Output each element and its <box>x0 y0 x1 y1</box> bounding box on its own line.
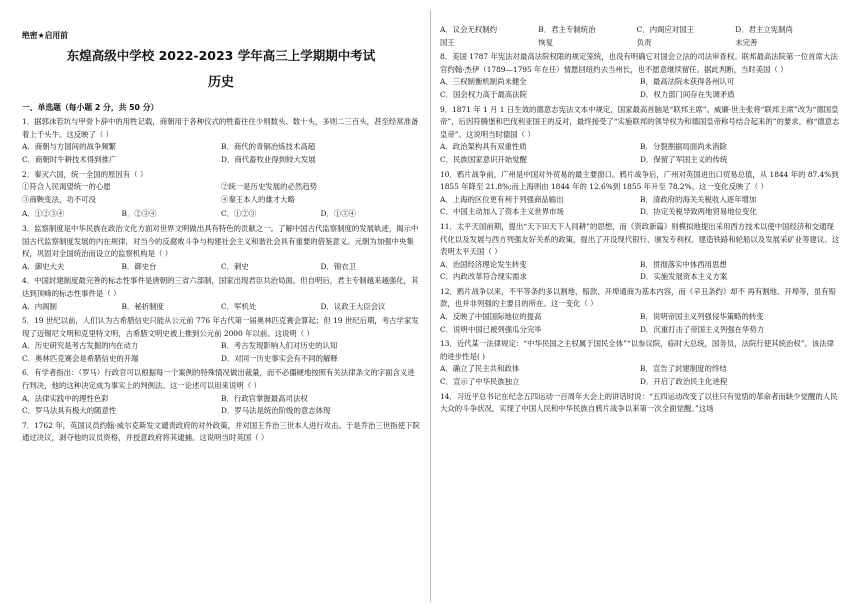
option-list <box>440 363 840 388</box>
question-block <box>440 104 840 167</box>
section-heading: 一、单选题（每小题 2 分，共 50 分） <box>22 102 159 112</box>
question-stem: 7．1762 年，英国议员约翰·威尔克斯发文谴责政府的对外政策，并对国王乔治三世本人进行攻击。于是乔治三世指使下院通过决议，剥夺他的议员资格，并授意政府将其逮捕。这说明当时英国（ ） <box>22 420 420 443</box>
answer-option: C．罗马法具有极大的随意性 <box>22 406 117 416</box>
answer-option: C．奥林匹克赛会是希腊信史的开端 <box>22 353 139 363</box>
answer-option: ③商鞅变法，功不可没 <box>22 194 96 204</box>
option-list <box>440 259 840 284</box>
answer-option: C．刺史 <box>221 261 249 271</box>
answer-option: D．开启了政治民主化进程 <box>640 377 728 387</box>
question-stem: 6．有学者指出：（罗马）行政官可以根据每一个案例的特殊情况做出裁量，而不必僵硬地按照有关法律条文的字面含义进行判决，他的这种决定成为事实上的判例法。这一论述可以用来说明（ ） <box>22 368 415 391</box>
question-stem: 5．19 世纪以前，人们认为古希腊信史只能从公元前 776 年古代第一届奥林匹克赛会算起；但 19 世纪后期，考古学家发现了迈锡尼文明和克里特文明，古希腊文明史被上推到公元前 2000 年以前。这说明（ ） <box>22 316 419 338</box>
question-block <box>440 24 840 49</box>
question-block <box>440 391 840 416</box>
answer-option: B．商代的青铜冶炼技术高超 <box>221 142 316 152</box>
answer-option: D．议政王大臣会议 <box>320 301 386 311</box>
exam-title: 东煌高级中学校 2022-2023 学年高三上学期期中考试 <box>66 47 376 63</box>
answer-option: D．①③④ <box>320 209 356 219</box>
left-column <box>22 30 420 447</box>
option-list <box>22 181 420 206</box>
question-block <box>22 420 420 445</box>
answer-option: A．①②③④ <box>22 209 65 219</box>
column-divider <box>430 10 431 602</box>
answer-option: ②统一是历史发展的必然趋势 <box>221 182 318 192</box>
question-block <box>440 221 840 284</box>
answer-option: D．商代畜牧业得到较大发展 <box>221 154 316 164</box>
question-stem: 14．习近平总书记在纪念五四运动一百周年大会上的讲话时说：“五四运动改变了以往只有觉悟的革命者而缺少觉醒的人民大众的斗争状况，实现了中国人民和中华民族自鸦片战争以来第一次全面觉醒。”这场 <box>440 391 838 414</box>
answer-option: D．实施发展资本主义方案 <box>640 272 728 282</box>
answer-option: ④秦王本人的雄才大略 <box>221 194 295 204</box>
question-stem: 9．1871 年 1 月 1 日生效的德意志宪法文本中规定，国家最高首脑是“联邦主席”。威廉·世主张将“联邦主席”改为“德国皇帝”，后因符腾堡和巴伐利亚国王的反对，最终接受了“实施联邦的领导权为和德国皇帝称号结合起来的”的要求，称“德意志皇帝”。这说明当时德国（ ） <box>440 104 840 139</box>
answer-option: A．法律实践中的理性色彩 <box>22 393 109 403</box>
question-block <box>22 169 420 207</box>
answer-option: B．考古发现影响人们对历史的认知 <box>221 341 338 351</box>
answer-option: A．反映了中国国际地位的提高 <box>440 312 542 322</box>
question-block <box>440 51 840 101</box>
option-list <box>22 141 420 166</box>
answer-option: C．商朝时牛耕技术得到推广 <box>22 154 117 164</box>
question-stem: 1．据郭沫若坑与甲骨卜辞中的用牲记载，商朝用于各种仪式的牲畜往往少则数头、数十头，多则二三百头，甚至经常准备着上千头牛。这反映了（ ） <box>22 117 419 139</box>
answer-option: C．内政改革符合现实需求 <box>440 272 527 282</box>
question-stem: 3．监察制度是中华民族在政治文化方面对世界文明做出具有特色的贡献之一。了解中国古代监察制度的发展轨迹，揭示中国古代监察制度发展的内在规律，对当今的反腐败斗争与构建社会主义和谐社会具有重要的借鉴意义。元朝为加强中央集权，巩固对全国统治而设立的监察机构是（ ） <box>22 223 419 259</box>
answer-option: B．贯彻落实中体西用思想 <box>640 259 727 269</box>
answer-option: A．商朝与方国间的战争频繁 <box>22 142 117 152</box>
answer-option: B．御史台 <box>121 261 157 271</box>
question-stem: 4．中国封建制度最完善的标志性事件是唐朝的三省六部制，国家出现君臣共治局面。但自明后，君主专制越来越强化，其达到顶峰的标志性事件是（ ） <box>22 276 419 298</box>
answer-option: A．治国经济理论发生转变 <box>440 259 527 269</box>
option-list <box>440 24 840 49</box>
subject-title: 历史 <box>207 74 234 90</box>
option-list <box>22 340 420 365</box>
right-column <box>440 24 840 418</box>
option-list <box>22 301 420 314</box>
answer-option: C．中国主动加入了资本主义世界市场 <box>440 207 564 217</box>
answer-option: A．上海的区位更有利于列强商品输出 <box>440 194 564 204</box>
answer-option: B．行政官掌握最高司法权 <box>221 393 308 403</box>
question-stem: 13．近代某一法律规定：“中华民国之主权属于国民全体”“以参议院，临时大总统，国务员，法院行使其统治权”。该法律的进步性是( ) <box>440 339 835 361</box>
answer-option: D．沉重打击了帝国主义列强在华势力 <box>640 324 765 334</box>
question-stem: 2．秦灭六国，统一全国的原因有（ ） <box>22 169 148 179</box>
answer-option: D．对同一历史事实会有不同的解释 <box>221 353 338 363</box>
question-block <box>440 169 840 219</box>
question-block <box>22 223 420 273</box>
question-block <box>22 367 420 417</box>
question-stem: 11．太平天国前期，提出“天下田天下人同耕”的思想，而《资政新篇》则模拟地提出采用西方技术以使中国经济和交通现代化以及发展与西方列强友好关系的政策，提出了开设现代银行、颁发专利权、建造铁路和轮船以及发展采矿业等建议。这表明太平天国（ ） <box>440 221 840 257</box>
answer-option: A．内阁制 <box>22 301 57 311</box>
answer-option: D．保留了军国主义的传统 <box>640 154 728 164</box>
answer-option: D．君主立宪制尚未完善 <box>735 25 793 47</box>
option-list <box>440 194 840 219</box>
answer-option: D．权力部门间存在失调矛盾 <box>640 89 735 99</box>
question-stem: 10．鸦片战争前，广州是中国对外贸易的最主要窗口。鸦片战争后，广州对英国进出口贸易总值，从 1844 年的 87.4%到 1855 年降至 21.8%;而上海则由 1844 年的 12.6%到 1855 年升至 78.2%。这一变化反映了（ ） <box>440 169 839 192</box>
option-list <box>440 76 840 101</box>
answer-option: D．罗马法是统治阶级的意志体现 <box>221 406 331 416</box>
answer-option: C．宣示了中华民族独立 <box>440 377 520 387</box>
question-block <box>440 286 840 336</box>
answer-option: A．政治架构具有双重性质 <box>440 142 527 152</box>
question-block <box>22 208 420 221</box>
left-questions <box>22 116 420 445</box>
answer-option: D．锦衣卫 <box>320 261 356 271</box>
question-stem: 12．鸦片战争以来，不平等条约多以割地、赔款、开埠通商为基本内容，而《辛丑条约》却不 再有割地、开埠等，虽有赔款，也并非列强的主要目的所在。这一变化（ ） <box>440 286 837 309</box>
answer-option: A．御史大夫 <box>22 261 65 271</box>
option-list <box>440 311 840 336</box>
answer-option: B．分裂割据局面尚未消除 <box>640 142 727 152</box>
option-list <box>22 393 420 418</box>
answer-option: B．君主专制统治恢复 <box>538 25 596 47</box>
answer-option: A．三权制衡机制尚未健全 <box>440 77 527 87</box>
answer-option: B．②③④ <box>121 209 157 219</box>
question-block <box>22 275 420 313</box>
question-block <box>22 315 420 365</box>
question-block <box>22 116 420 166</box>
answer-option: B．说明帝国主义列强侵华策略的转变 <box>640 312 764 322</box>
answer-option: B．宣告了封建制度的终结 <box>640 364 727 374</box>
answer-option: C．说明中国已被列强瓜分完毕 <box>440 324 542 334</box>
answer-option: C．内阁应对国王负责 <box>636 25 695 47</box>
question-block <box>440 338 840 388</box>
answer-option: B．最高法院未获得各州认可 <box>640 77 735 87</box>
option-list <box>440 141 840 166</box>
answer-option: D．协定关税导致两地贸易地位变化 <box>640 207 757 217</box>
answer-option: C．民族国家意识开始觉醒 <box>440 154 527 164</box>
answer-option: A．历史研究是考古发掘的内在动力 <box>22 341 139 351</box>
answer-option: C．军机处 <box>221 301 257 311</box>
option-list <box>22 261 420 274</box>
answer-option: ①符合人民渴望统一的心愿 <box>22 182 111 192</box>
answer-option: A．确立了民主共和政体 <box>440 364 520 374</box>
answer-option: A．议会无权制约国王 <box>440 25 498 47</box>
answer-option: B．清政府的海关关税收入逐年增加 <box>640 194 757 204</box>
answer-option: B．秘折制度 <box>121 301 164 311</box>
secret-label: 绝密★启用前 <box>22 31 68 40</box>
option-list <box>22 208 420 221</box>
question-stem: 8．美国 1787 年宪法对最高法院权限的规定笼统，也没有明确它对国会立法的司法审查权。联邦最高法院第一位首席大法官约翰·杰伊（1789—1795 年在任）情愿回纽约去当州长，也不愿意继续留任。据此判断，当时美国（ ） <box>440 52 838 74</box>
answer-option: C．①②③ <box>221 209 257 219</box>
right-questions <box>440 24 840 416</box>
answer-option: C．国会权力高于最高法院 <box>440 89 527 99</box>
